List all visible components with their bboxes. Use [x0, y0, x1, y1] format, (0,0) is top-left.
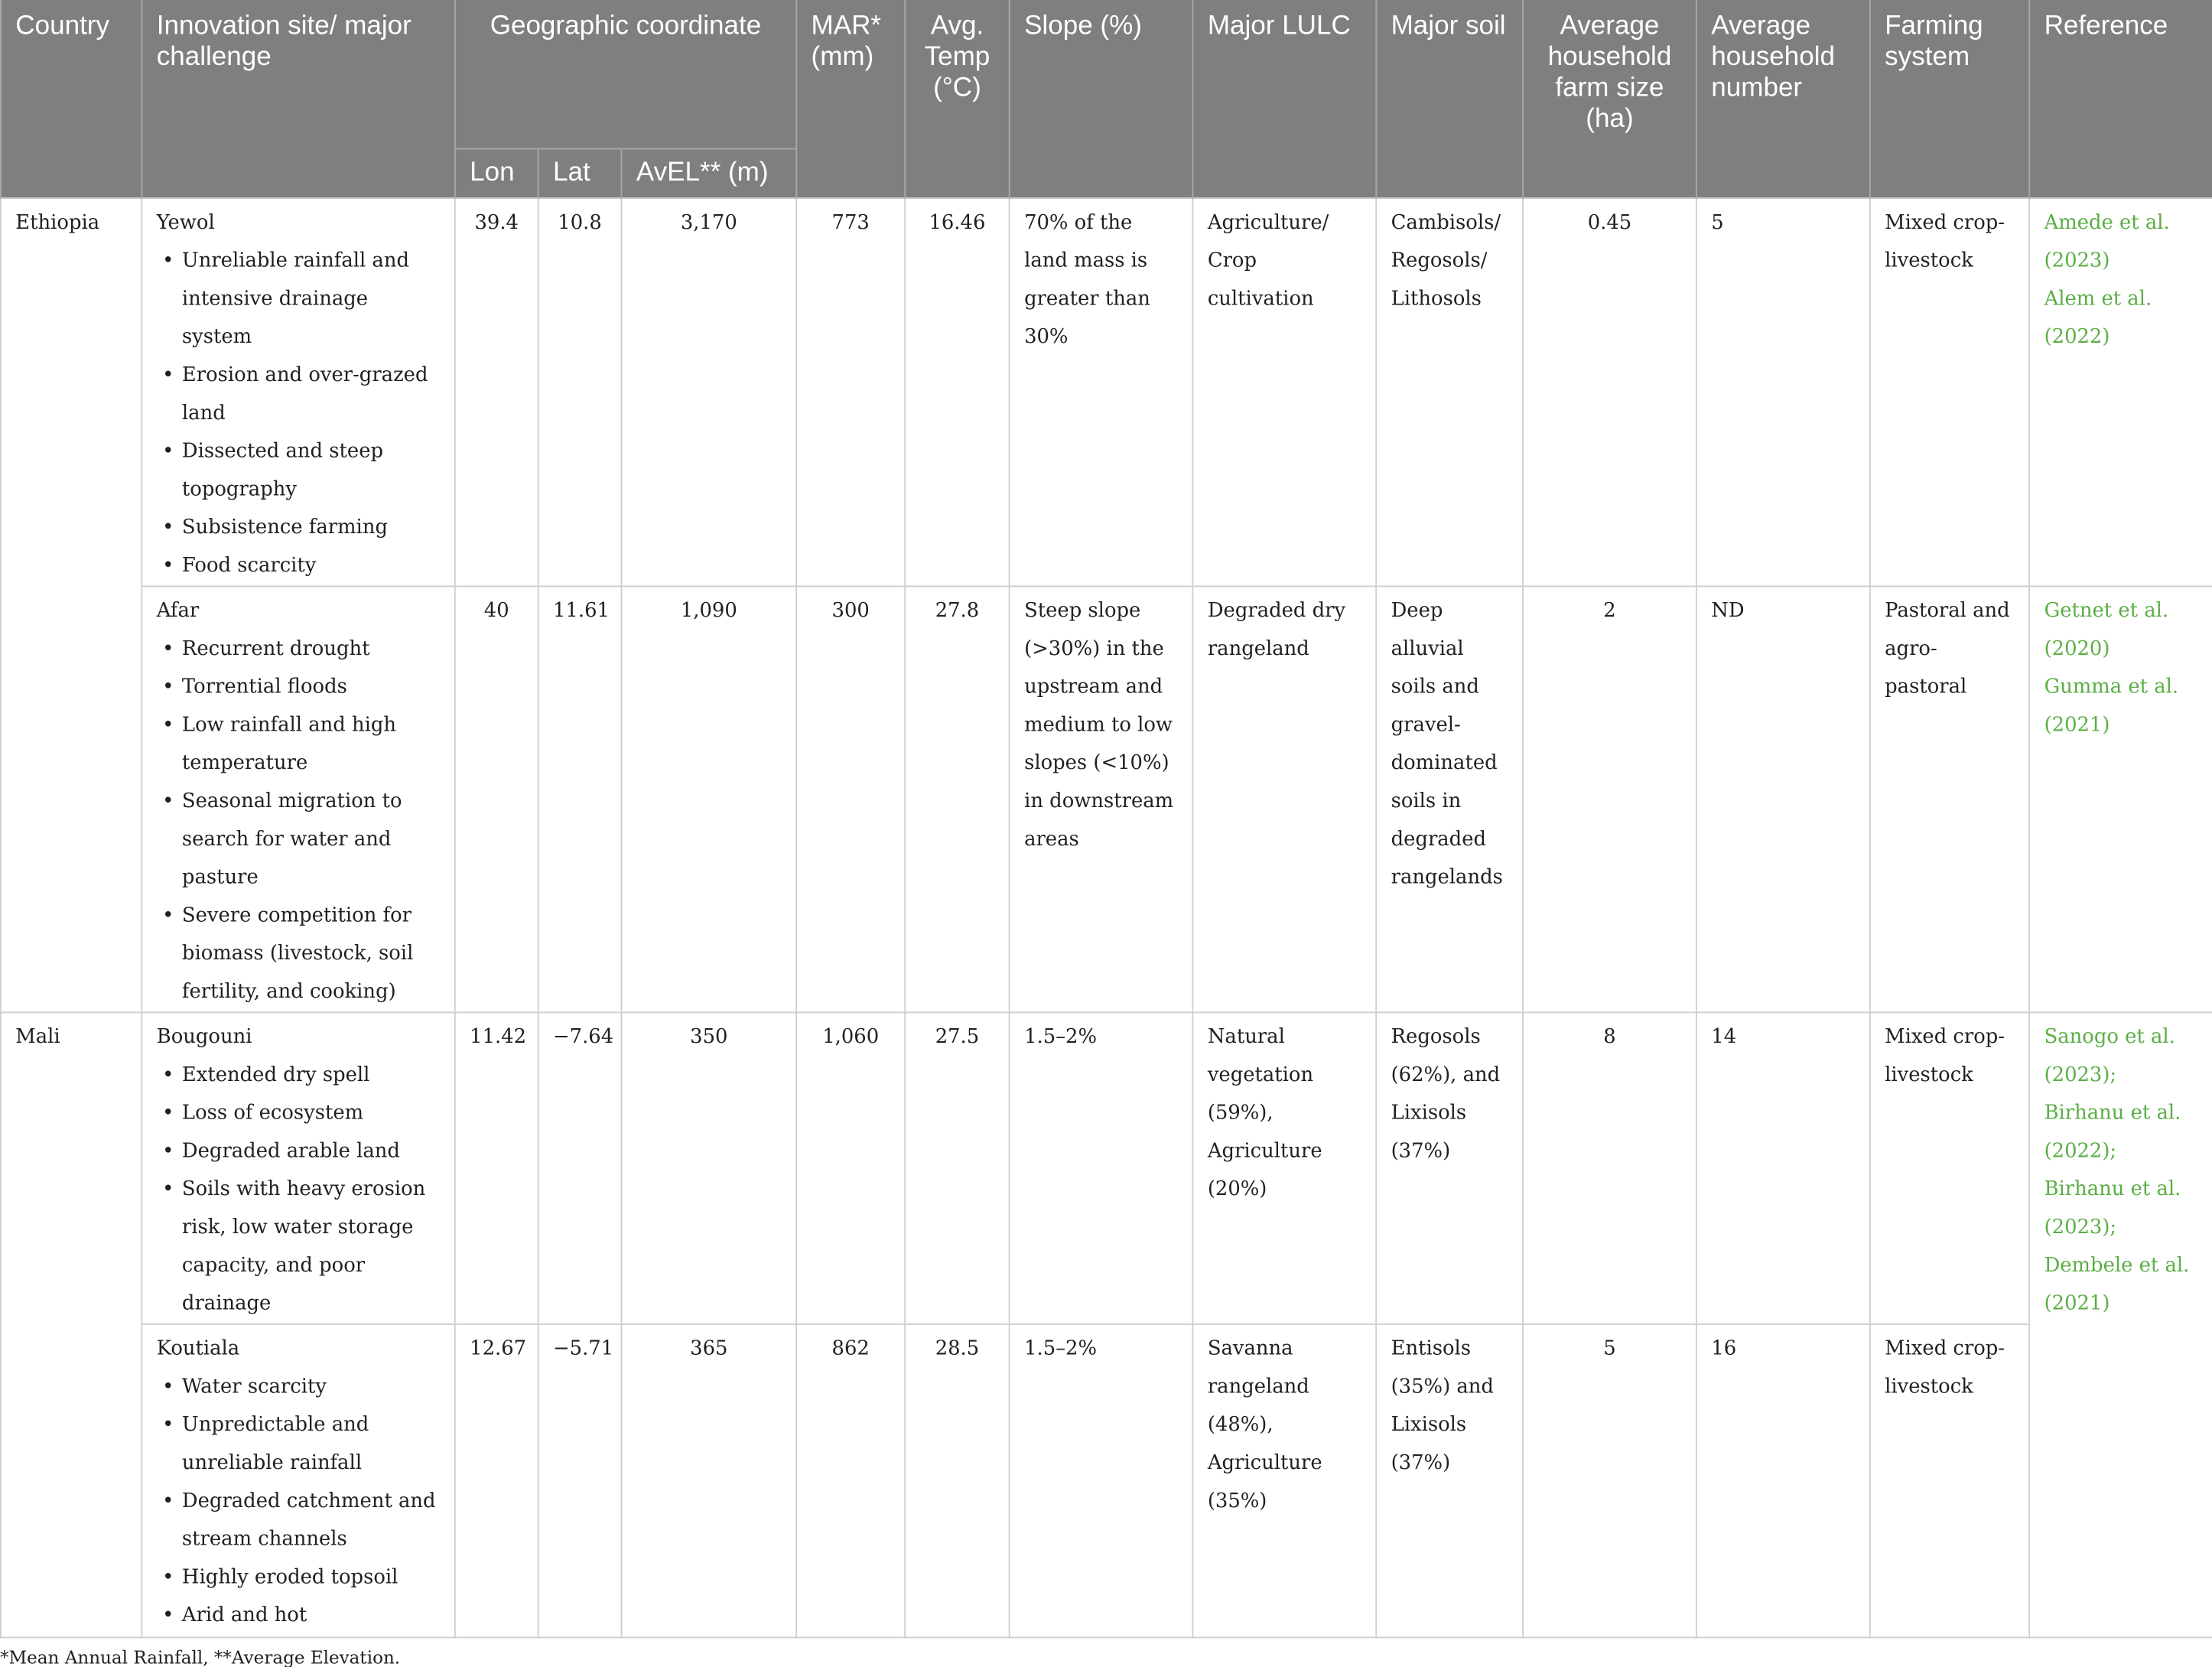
table-row-yewol — [1, 197, 2212, 585]
challenge-list — [157, 1057, 441, 1324]
cell-lon: 12.67 — [455, 1324, 538, 1636]
cell-farming-system: Pastoral and agro-pastoral — [1870, 585, 2029, 1011]
cell-soil: Entisols (35%) and Lixisols (37%) — [1376, 1324, 1523, 1636]
cell-farming-system: Mixed crop-livestock — [1870, 1011, 2029, 1324]
cell-temp: 16.46 — [905, 197, 1009, 585]
cell-soil: Deep alluvial soils and gravel-dominated soils in degraded rangelands — [1376, 585, 1523, 1011]
cell-lulc: Natural vegetation (59%), Agriculture (20%) — [1192, 1011, 1376, 1324]
cell-avel: 1,090 — [621, 585, 796, 1011]
challenge-item: • Soils with heavy erosion risk, low water storage capacity, and poor drainage — [182, 1170, 441, 1323]
cell-household-number: 5 — [1696, 197, 1870, 585]
cell-lat: 10.8 — [538, 197, 622, 585]
challenge-item: • Unreliable rainfall and intensive drainage system — [182, 242, 441, 356]
header-lat: Lat — [538, 148, 622, 198]
header-lon: Lon — [455, 148, 538, 198]
header-farm-size: Average household farm size (ha) — [1523, 0, 1696, 197]
challenge-list — [157, 242, 441, 584]
challenge-item: • Torrential floods — [182, 668, 441, 706]
header-mar: MAR* (mm) — [796, 0, 905, 197]
challenge-item: • Extended dry spell — [182, 1057, 441, 1095]
challenge-list — [157, 1368, 441, 1635]
challenge-item: • Low rainfall and high temperature — [182, 706, 441, 783]
site-name: Bougouni — [156, 1024, 252, 1048]
table-row-bougouni — [1, 1011, 2212, 1324]
cell-avel: 350 — [621, 1011, 796, 1324]
cell-avel: 3,170 — [621, 197, 796, 585]
cell-avel: 365 — [621, 1324, 796, 1636]
cell-farm-size: 5 — [1523, 1324, 1696, 1636]
table-footnote: *Mean Annual Rainfall, **Average Elevation. — [0, 1646, 401, 1667]
header-farming-system: Farming system — [1870, 0, 2029, 197]
cell-farm-size: 8 — [1523, 1011, 1696, 1324]
cell-farming-system: Mixed crop-livestock — [1870, 197, 2029, 585]
cell-mar: 773 — [796, 197, 905, 585]
cell-country: Mali — [1, 1011, 142, 1636]
challenge-item: • Subsistence farming — [182, 509, 441, 547]
challenge-item: • Highly eroded topsoil — [182, 1558, 441, 1597]
cell-farm-size: 2 — [1523, 585, 1696, 1011]
cell-household-number: ND — [1696, 585, 1870, 1011]
cell-household-number: 14 — [1696, 1011, 1870, 1324]
cell-slope: 70% of the land mass is greater than 30% — [1010, 197, 1193, 585]
header-site: Innovation site/ major challenge — [142, 0, 454, 197]
cell-site — [142, 585, 454, 1011]
header-household-number: Average household number — [1696, 0, 1870, 197]
challenge-item: • Degraded arable land — [182, 1132, 441, 1170]
header-slope: Slope (%) — [1010, 0, 1193, 197]
cell-mar: 1,060 — [796, 1011, 905, 1324]
header-lulc: Major LULC — [1192, 0, 1376, 197]
challenge-item: • Severe competition for biomass (livestock, soil fertility, and cooking) — [182, 897, 441, 1011]
table-header — [1, 0, 2212, 197]
header-soil: Major soil — [1376, 0, 1523, 197]
challenge-item: • Seasonal migration to search for water and pasture — [182, 783, 441, 897]
challenge-item: • Dissected and steep topography — [182, 432, 441, 509]
cell-lon: 39.4 — [455, 197, 538, 585]
cell-lat: −5.71 — [538, 1324, 622, 1636]
reference-link[interactable]: Amede et al. (2023) — [2044, 210, 2170, 272]
cell-temp: 28.5 — [905, 1324, 1009, 1636]
cell-lon: 11.42 — [455, 1011, 538, 1324]
header-country: Country — [1, 0, 142, 197]
challenge-list — [157, 630, 441, 1011]
cell-reference — [2029, 197, 2212, 585]
cell-site — [142, 1324, 454, 1636]
cell-country: Ethiopia — [1, 197, 142, 1011]
cell-mar: 300 — [796, 585, 905, 1011]
table-body — [1, 197, 2212, 1636]
table-row-koutiala — [1, 1324, 2212, 1636]
challenge-item: • Loss of ecosystem — [182, 1094, 441, 1132]
cell-reference — [2029, 585, 2212, 1011]
cell-slope: Steep slope (>30%) in the upstream and medium to low slopes (<10%) in downstream areas — [1010, 585, 1193, 1011]
header-temp: Avg. Temp (°C) — [905, 0, 1009, 197]
cell-lulc: Savanna rangeland (48%), Agriculture (35%) — [1192, 1324, 1376, 1636]
challenge-item: • Arid and hot — [182, 1597, 441, 1635]
cell-lulc: Degraded dry rangeland — [1192, 585, 1376, 1011]
cell-slope: 1.5–2% — [1010, 1011, 1193, 1324]
challenge-item: • Unpredictable and unreliable rainfall — [182, 1406, 441, 1483]
header-reference: Reference — [2029, 0, 2212, 197]
cell-lon: 40 — [455, 585, 538, 1011]
cell-soil: Cambisols/ Regosols/ Lithosols — [1376, 197, 1523, 585]
cell-mar: 862 — [796, 1324, 905, 1636]
header-geo: Geographic coordinate — [455, 0, 796, 148]
cell-temp: 27.8 — [905, 585, 1009, 1011]
cell-lulc: Agriculture/ Crop cultivation — [1192, 197, 1376, 585]
site-name: Yewol — [156, 210, 215, 234]
header-avel: AvEL** (m) — [621, 148, 796, 198]
cell-lat: 11.61 — [538, 585, 622, 1011]
challenge-item: • Water scarcity — [182, 1368, 441, 1406]
challenge-item: • Food scarcity — [182, 547, 441, 585]
cell-farming-system: Mixed crop-livestock — [1870, 1324, 2029, 1636]
reference-link[interactable]: Gumma et al. (2021) — [2044, 675, 2179, 736]
site-name: Koutiala — [156, 1337, 240, 1360]
cell-farm-size: 0.45 — [1523, 197, 1696, 585]
cell-slope: 1.5–2% — [1010, 1324, 1193, 1636]
challenge-item: • Erosion and over-grazed land — [182, 357, 441, 433]
cell-soil: Regosols (62%), and Lixisols (37%) — [1376, 1011, 1523, 1324]
cell-site — [142, 197, 454, 585]
reference-link[interactable]: Sanogo et al. (2023); Birhanu et al. (2022); Birhanu et al. (2023); Dembele et al. (2021) — [2044, 1024, 2190, 1315]
challenge-item: • Recurrent drought — [182, 630, 441, 669]
reference-link[interactable]: Alem et al. (2022) — [2044, 287, 2152, 348]
cell-household-number: 16 — [1696, 1324, 1870, 1636]
cell-site — [142, 1011, 454, 1324]
reference-link[interactable]: Getnet et al. (2020) — [2044, 598, 2169, 660]
table-row-afar — [1, 585, 2212, 1011]
cell-lat: −7.64 — [538, 1011, 622, 1324]
challenge-item: • Degraded catchment and stream channels — [182, 1483, 441, 1559]
site-name: Afar — [156, 598, 200, 622]
cell-temp: 27.5 — [905, 1011, 1009, 1324]
cell-reference — [2029, 1011, 2212, 1636]
